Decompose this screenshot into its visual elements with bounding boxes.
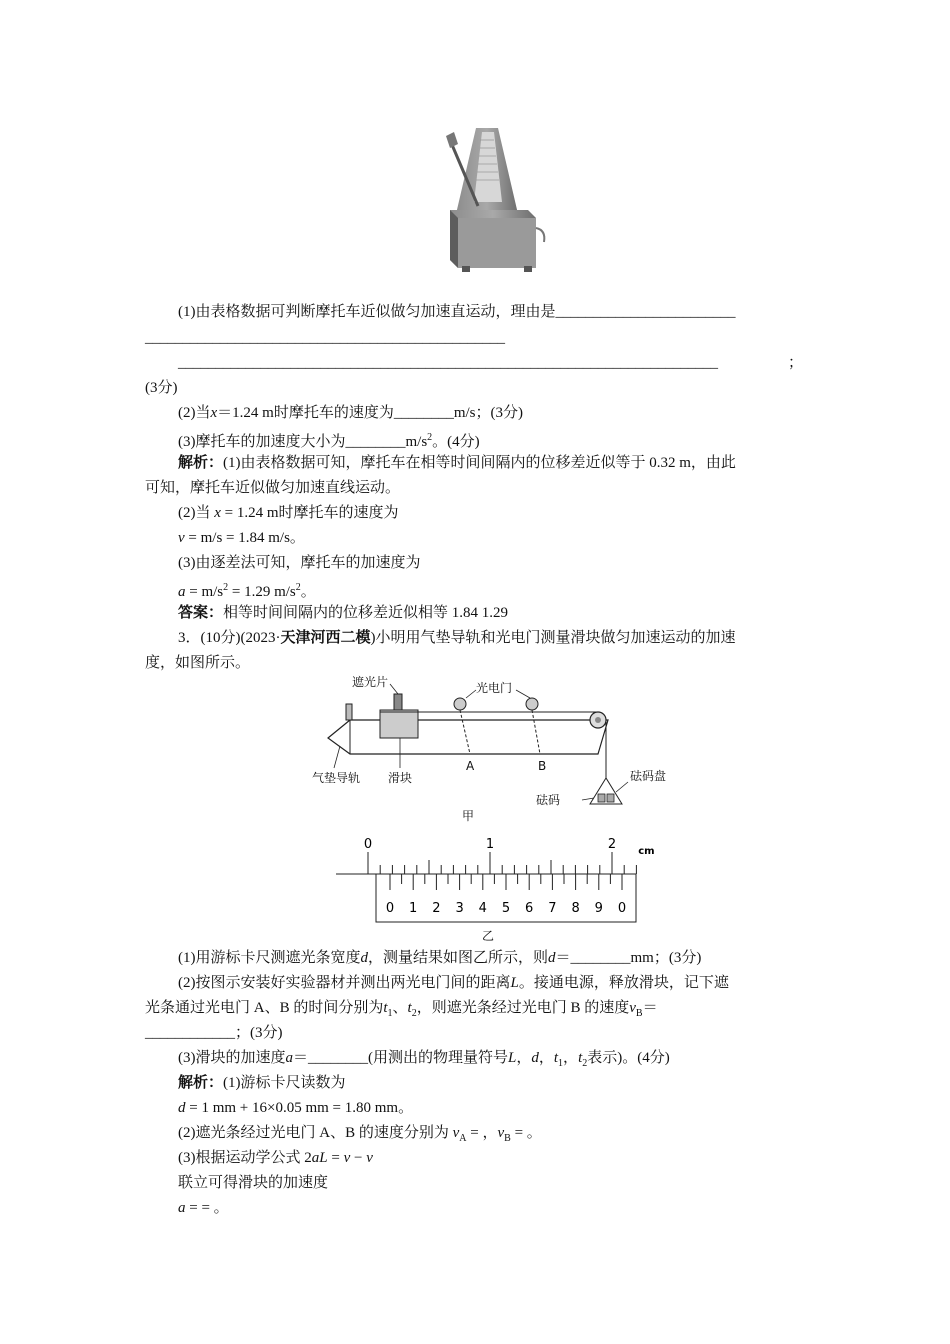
q3-analysis-4: 联立可得滑块的加速度 xyxy=(178,1175,329,1191)
vernier-label: 7 xyxy=(548,901,557,916)
q2-analysis-1b: 可知，摩托车近似做匀加速直线运动。 xyxy=(145,480,401,496)
q2-analysis-2b: v = m/s = 1.84 m/s。 xyxy=(178,530,305,546)
q2-analysis-3b: $a = m/s^2 = 1.29$ $m/s^2$。 xyxy=(178,582,316,600)
label-gate-b: B xyxy=(538,759,547,773)
label-slider: 滑块 xyxy=(388,771,413,785)
q3-analysis-1b: d = 1 mm + 16×0.05 mm = 1.80 mm。 xyxy=(178,1100,414,1116)
vernier-label: 2 xyxy=(432,901,441,916)
q2-part3: (3)摩托车的加速度大小为$\_\_\_\_\_\_\_\_m/s^2$。(4分) xyxy=(178,432,480,450)
q2-part1-semicolon: ； xyxy=(788,355,804,371)
q3-part3: (3)滑块的加速度a＝________(用测出的物理量符号L，d，$t_1$，$t_2$表示)。(4分) xyxy=(178,1050,670,1069)
q3-analysis-5: a = = 。 xyxy=(178,1200,229,1216)
vernier-label: 1 xyxy=(409,901,418,916)
q2-analysis-1: 解析：(1)由表格数据可知，摩托车在相等时间间隔内的位移差近似等于 0.32 m，由此 xyxy=(178,455,736,471)
vernier-label: 4 xyxy=(478,901,487,916)
vernier-label: 0 xyxy=(617,901,627,916)
label-weight-pan: 砝码盘 xyxy=(630,769,667,783)
q2-part2: (2)当x＝1.24 m时摩托车的速度为________m/s；(3分) xyxy=(178,405,524,421)
vernier-label: 9 xyxy=(594,901,603,916)
label-weights: 砝码 xyxy=(536,793,561,807)
vernier-caliper-diagram xyxy=(336,837,655,924)
vernier-label: 8 xyxy=(571,901,580,916)
q3-analysis-label: 解析：(1)游标卡尺读数为 xyxy=(178,1075,346,1091)
q3-part2c: ____________；(3分) xyxy=(145,1025,283,1041)
q3-part2: (2)按图示安装好实验器材并测出两光电门间的距离L。接通电源，释放滑块，记下遮 xyxy=(178,975,729,991)
q2-part1-score: (3分) xyxy=(145,380,178,396)
q2-part1-blank-line2: ________________________________________________________________________ xyxy=(178,355,718,371)
label-shading-strip: 遮光片 xyxy=(352,675,389,689)
q2-analysis-3: (3)由逐差法可知，摩托车的加速度为 xyxy=(178,555,421,571)
main-scale-label: 1 xyxy=(485,837,495,852)
main-scale-label: 2 xyxy=(607,837,617,852)
q3-heading-cont: 度，如图所示。 xyxy=(145,655,251,671)
label-air-track: 气垫导轨 xyxy=(312,771,361,785)
q3-part2b: 光条通过光电门 A、B 的时间分别为$t_1$、$t_2$，则遮光条经过光电门 B 的速度$v_B=$ xyxy=(145,1000,658,1019)
q2-answer: 答案：相等时间间隔内的位移差近似相等 1.84 1.29 xyxy=(178,605,509,621)
vernier-label: 6 xyxy=(525,901,534,916)
vernier-label: 5 xyxy=(501,901,511,916)
metronome-image xyxy=(436,122,552,282)
main-scale-label: 0 xyxy=(363,837,373,852)
q2-analysis-2: (2)当 x = 1.24 m时摩托车的速度为 xyxy=(178,505,399,521)
figure-caption-jia: 甲 xyxy=(462,809,475,823)
q3-heading: 3．(10分)(2023·天津河西二模)小明用气垫导轨和光电门测量滑块做匀加速运动的加速 xyxy=(178,630,736,646)
q2-part1-blank-line: ________________________________________________ xyxy=(145,330,505,346)
q3-analysis-3: (3)根据运动学公式 2aL = v − v xyxy=(178,1150,373,1166)
vernier-label: 3 xyxy=(455,901,464,916)
vernier-label: 0 xyxy=(385,901,395,916)
label-gate-a: A xyxy=(466,759,475,773)
label-photogate: 光电门 xyxy=(476,681,513,695)
main-scale-unit: cm xyxy=(638,846,655,857)
q3-part1: (1)用游标卡尺测遮光条宽度d，测量结果如图乙所示，则d＝________mm；(3分) xyxy=(178,950,702,966)
q3-analysis-2: (2)遮光条经过光电门 A、B 的速度分别为 $v_A$ = ，$v_B$ = 。 xyxy=(178,1125,542,1144)
figure-caption-yi: 乙 xyxy=(482,929,495,943)
q2-part1-line: (1)由表格数据可判断摩托车近似做匀加速直运动，理由是________________________ xyxy=(178,304,736,320)
